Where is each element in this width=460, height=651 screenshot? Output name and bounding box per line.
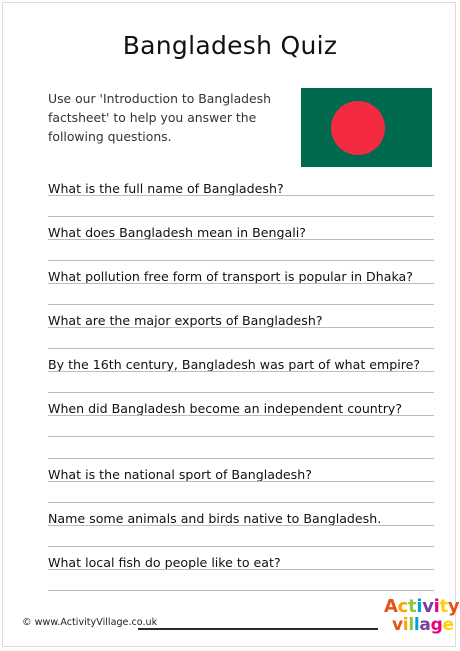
question-text: What does Bangladesh mean in Bengali? <box>48 225 306 240</box>
question-text: What is the full name of Bangladesh? <box>48 181 284 196</box>
logo-letter: A <box>384 596 398 617</box>
logo-letter: l <box>408 615 414 635</box>
logo-letter: g <box>430 615 443 635</box>
logo-letter: c <box>397 596 409 617</box>
logo-letter: v <box>422 596 434 617</box>
footer-divider <box>138 628 378 630</box>
intro-text: Use our 'Introduction to Bangladesh factsheet' to help you answer the following questions. <box>48 91 271 144</box>
question-text: What local fish do people like to eat? <box>48 555 281 570</box>
footer-url: © www.ActivityVillage.co.uk <box>22 617 158 628</box>
answer-line[interactable] <box>48 216 434 217</box>
page-title: Bangladesh Quiz <box>122 31 338 60</box>
answer-line[interactable] <box>48 260 434 261</box>
question-text: Name some animals and birds native to Bangladesh. <box>48 511 382 526</box>
logo-letter: v <box>392 615 403 635</box>
logo-letter: e <box>442 615 454 635</box>
answer-line[interactable] <box>48 348 434 349</box>
question-text: What pollution free form of transport is popular in Dhaka? <box>48 269 413 284</box>
logo-letter: i <box>433 596 440 617</box>
answer-line[interactable] <box>48 458 434 459</box>
question-text: When did Bangladesh become an independent country? <box>48 401 403 416</box>
question-text: By the 16th century, Bangladesh was part of what empire? <box>48 357 421 372</box>
logo-word-activity <box>384 596 459 617</box>
logo-letter: i <box>416 596 423 617</box>
answer-line[interactable] <box>48 525 434 526</box>
answer-line[interactable] <box>48 502 434 503</box>
answer-line[interactable] <box>48 436 434 437</box>
answer-line[interactable] <box>48 283 434 284</box>
answer-line[interactable] <box>48 569 434 570</box>
logo-letter: t <box>439 596 448 617</box>
question-text: What are the major exports of Bangladesh? <box>48 313 323 328</box>
answer-line[interactable] <box>48 481 434 482</box>
logo-letter: l <box>413 615 420 635</box>
bangladesh-flag <box>301 88 432 167</box>
answer-line[interactable] <box>48 239 434 240</box>
answer-line[interactable] <box>48 195 434 196</box>
answer-line[interactable] <box>48 590 434 591</box>
logo-word-village <box>392 615 454 635</box>
answer-line[interactable] <box>48 371 434 372</box>
answer-line[interactable] <box>48 415 434 416</box>
flag-red-disc <box>331 101 385 155</box>
logo-letter: t <box>408 596 417 617</box>
answer-line[interactable] <box>48 392 434 393</box>
logo-letter: a <box>419 615 431 635</box>
answer-line[interactable] <box>48 304 434 305</box>
logo-letter: i <box>402 615 409 635</box>
question-text: What is the national sport of Bangladesh? <box>48 467 312 482</box>
answer-line[interactable] <box>48 327 434 328</box>
logo-letter: y <box>447 596 460 617</box>
answer-line[interactable] <box>48 546 434 547</box>
activity-village-logo <box>384 596 460 640</box>
